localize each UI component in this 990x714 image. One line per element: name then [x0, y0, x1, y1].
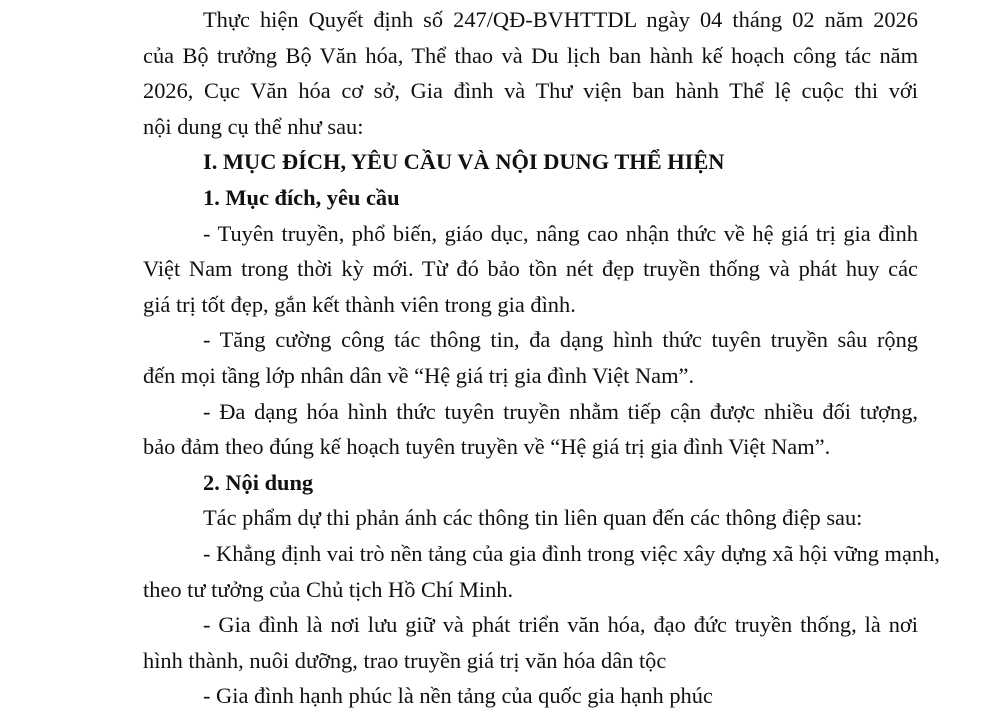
content-item-2-line-2: hình thành, nuôi dưỡng, trao truyền giá trị văn hóa dân tộc [143, 647, 667, 673]
purpose-item-3 [143, 394, 918, 465]
purpose-item-1-line-3: giá trị tốt đẹp, gắn kết thành viên trong gia đình. [143, 291, 576, 317]
intro-line-4: nội dung cụ thể như sau: [143, 113, 364, 139]
intro-line-2: của Bộ trưởng Bộ Văn hóa, Thể thao và Du lịch ban hành kế hoạch công tác năm [143, 42, 918, 68]
subsection-2-heading: 2. Nội dung [203, 469, 314, 495]
content-item-3-line-1: - Gia đình hạnh phúc là nền tảng của quốc gia hạnh phúc [203, 683, 713, 709]
content-item-1-line-1: - Khẳng định vai trò nền tảng của gia đình trong việc xây dựng xã hội vững mạnh, [203, 540, 940, 566]
purpose-item-1 [143, 216, 918, 323]
purpose-item-1-line-2: Việt Nam trong thời kỳ mới. Từ đó bảo tồn nét đẹp truyền thống và phát huy các [143, 256, 918, 282]
purpose-item-3-line-2: bảo đảm theo đúng kế hoạch tuyên truyền về “Hệ giá trị gia đình Việt Nam”. [143, 434, 831, 460]
purpose-item-3-line-1: - Đa dạng hóa hình thức tuyên truyền nhằm tiếp cận được nhiều đối tượng, [203, 398, 918, 424]
content-item-1-line-2: theo tư tưởng của Chủ tịch Hồ Chí Minh. [143, 576, 514, 602]
purpose-item-2 [143, 322, 918, 393]
content-item-2 [143, 607, 918, 678]
document-page [143, 2, 940, 714]
content-item-3 [143, 678, 918, 714]
content-intro: Tác phẩm dự thi phản ánh các thông tin liên quan đến các thông điệp sau: [203, 505, 863, 531]
intro-line-1: Thực hiện Quyết định số 247/QĐ-BVHTTDL ngày 04 tháng 02 năm 2026 [203, 7, 918, 32]
section-1-heading: I. MỤC ĐÍCH, YÊU CẦU VÀ NỘI DUNG THỂ HIỆN [203, 149, 725, 175]
purpose-item-1-line-1: - Tuyên truyền, phổ biến, giáo dục, nâng cao nhận thức về hệ giá trị gia đình [203, 220, 918, 246]
intro-paragraph [143, 2, 918, 144]
purpose-item-2-line-2: đến mọi tầng lớp nhân dân về “Hệ giá trị gia đình Việt Nam”. [143, 362, 695, 388]
content-item-1 [143, 536, 940, 607]
subsection-1-heading: 1. Mục đích, yêu cầu [203, 184, 400, 210]
content-item-2-line-1: - Gia đình là nơi lưu giữ và phát triển văn hóa, đạo đức truyền thống, là nơi [203, 612, 918, 638]
intro-line-3: 2026, Cục Văn hóa cơ sở, Gia đình và Thư viện ban hành Thể lệ cuộc thi với [143, 78, 918, 104]
purpose-item-2-line-1: - Tăng cường công tác thông tin, đa dạng hình thức tuyên truyền sâu rộng [203, 327, 918, 353]
